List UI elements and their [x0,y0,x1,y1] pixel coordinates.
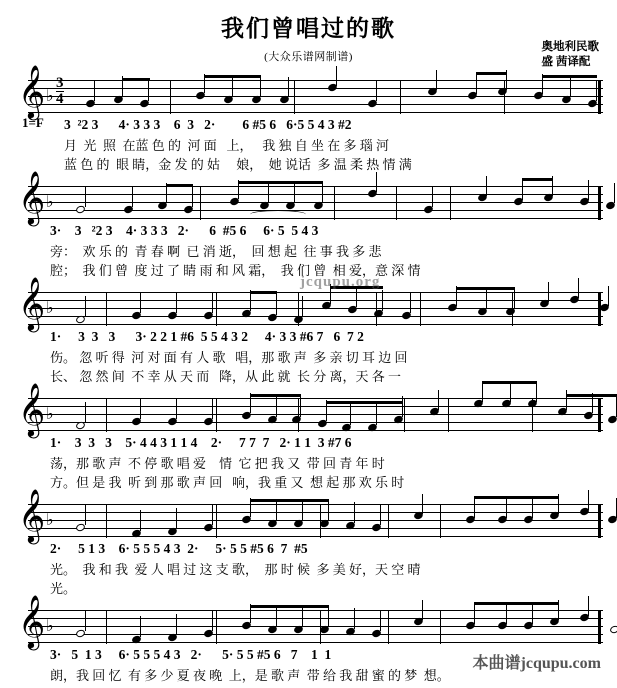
treble-clef-icon: 𝄞 [18,594,46,648]
lyrics-row-1a: 月 光 照 在蓝 色 的 河 面 上， 我 独 自 坐 在 多 瑙 河 [64,138,390,153]
key-signature-icon: ♭ [46,86,54,105]
lyrics-row-4a: 荡，那 歌 声 不 停 歌 唱 爱 情 它 把 我 又 带 回 青 年 时 [50,456,385,471]
key-signature-icon: ♭ [46,298,54,317]
treble-clef-icon: 𝄞 [18,170,46,224]
number-row-2: 3· 3 ²2 3 4· 3 3 3 2· 6 #5 6 6· 5 5 4 3 [50,223,319,238]
key-signature-icon: ♭ [46,404,54,423]
key-signature-icon: ♭ [46,192,54,211]
key-label: 1=F [22,115,44,130]
lyrics-row-4b: 方。但 是 我 听 到 那 歌 声 回 响，我 重 又 想 起 那 欢 乐 时 [50,475,405,490]
lyrics-system-5b [10,582,607,604]
lyrics-system-4b [10,476,607,498]
lyrics-system-1b [10,158,607,180]
time-signature-numerator: 3 [56,75,64,91]
lyrics-row-2b: 腔； 我 们 曾 度 过 了 睛 雨 和 风 霜， 我 们 曾 相 爱，意 深 情 [50,263,421,278]
treble-clef-icon: 𝄞 [18,276,46,330]
lyrics-row-6a: 朗，我 回 忆 有 多 少 夏 夜 晚 上，是 歌 声 带 给 我 甜 蜜 的 梦 想。 [50,668,450,683]
lyrics-row-2a: 旁： 欢 乐 的 青 春 啊 已 消 逝， 回 想 起 往 事 我 多 悲 [50,244,382,259]
music-system-5 [10,488,607,582]
notes-1 [28,74,603,120]
page-title: 我们曾唱过的歌 [221,16,396,41]
lyrics-row-5b: 光。 [50,581,77,596]
notes-4 [28,392,603,438]
footer-watermark: 本曲谱jcqupu.com [472,655,601,672]
music-systems [0,64,617,688]
page-subtitle: (大众乐谱网制谱) [264,51,353,63]
music-system-4 [10,382,607,476]
lyrics-row-3b: 长、 忽 然 间 不 幸 从 天 而 降，从 此 就 长 分 离，天 各 一 [50,369,402,384]
watermark-center: jcqupu.org [300,274,381,290]
credits [542,40,600,70]
sheet-music-page [0,6,617,683]
lyrics-row-5a: 光。 我 和 我 爱 人 唱 过 这 支 歌， 那 时 候 多 美 好，天 空 晴 [50,562,421,577]
credit-line-1: 奥地利民歌 [541,41,599,53]
time-signature-denominator: 4 [56,91,64,107]
key-signature-icon: ♭ [46,510,54,529]
music-system-1 [10,64,607,158]
number-row-4: 1· 3 3 3 5· 4 4 3 1 1 4 2· 7 7 7 2· 1 1 3 #7 6 [50,435,352,450]
number-row-3: 1· 3 3 3 3· 2 2 1 #6 5 5 4 3 2 4· 3 3 #6 7 6 7 2 [50,329,364,344]
credit-line-2: 盛 茜译配 [541,56,591,68]
notes-2 [28,180,603,226]
lyrics-row-1b: 蓝 色 的 眼 睛，金 发 的 姑 娘， 她 说话 多 温 柔 热 情 满 [64,157,412,172]
number-row-1: 3 ²2 3 4· 3 3 3 6 3 2· 6 #5 6 6·5 5 4 3 #2 [64,117,352,132]
notes-3 [28,286,603,332]
treble-clef-icon: 𝄞 [18,488,46,542]
number-row-5: 2· 5 1 3 6· 5 5 5 4 3 2· 5· 5 5 #5 6 7 #5 [50,541,308,556]
key-signature-icon: ♭ [46,616,54,635]
music-system-2 [10,170,607,264]
notes-5 [28,498,603,544]
lyrics-row-3a: 伤。 忽 听 得 河 对 面 有 人 歌 唱，那 歌 声 多 亲 切 耳 边 回 [50,350,408,365]
treble-clef-icon: 𝄞 [18,382,46,436]
number-row-6: 3· 5 1 3 6· 5 5 5 4 3 2· 5· 5 5 #5 6 7 1 1 [50,647,332,662]
notes-6 [28,604,603,650]
music-system-6 [10,594,607,688]
treble-clef-icon: 𝄞 [18,64,46,118]
